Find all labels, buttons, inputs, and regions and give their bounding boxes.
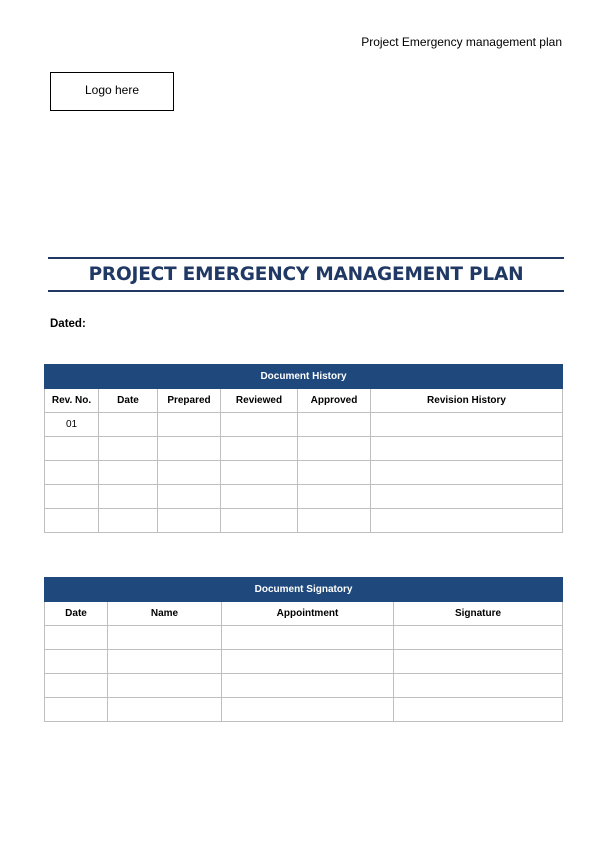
table-row (45, 461, 563, 485)
table-cell[interactable] (99, 509, 158, 533)
table-cell[interactable] (45, 626, 108, 650)
column-header-appointment: Appointment (222, 602, 394, 626)
table-row (45, 413, 563, 437)
table-cell[interactable] (394, 674, 563, 698)
column-header-reviewed: Reviewed (221, 389, 298, 413)
table-cell[interactable] (45, 509, 99, 533)
table-cell[interactable] (45, 674, 108, 698)
table-cell[interactable] (158, 485, 221, 509)
table-cell[interactable] (371, 413, 563, 437)
table-cell[interactable] (99, 485, 158, 509)
table-header-row (45, 389, 563, 413)
table-row (45, 509, 563, 533)
table-cell[interactable] (298, 485, 371, 509)
table-row (45, 674, 563, 698)
table-cell[interactable] (298, 461, 371, 485)
table-cell[interactable] (99, 461, 158, 485)
table-cell[interactable] (108, 698, 222, 722)
logo-placeholder-label: Logo here (84, 82, 140, 97)
table-cell[interactable] (108, 674, 222, 698)
table-cell[interactable] (371, 437, 563, 461)
table-row (45, 698, 563, 722)
table-cell[interactable] (394, 626, 563, 650)
table-cell[interactable] (221, 437, 298, 461)
table-row (45, 626, 563, 650)
table-header-row (45, 602, 563, 626)
table-row (45, 485, 563, 509)
table-cell[interactable]: 01 (45, 413, 99, 437)
column-header-prepared: Prepared (158, 389, 221, 413)
table-cell[interactable] (221, 413, 298, 437)
page-title: PROJECT EMERGENCY MANAGEMENT PLAN (88, 264, 524, 285)
table-cell[interactable] (371, 485, 563, 509)
title-block (48, 257, 564, 292)
table-cell[interactable] (371, 461, 563, 485)
table-cell[interactable] (158, 461, 221, 485)
table-cell[interactable] (45, 437, 99, 461)
document-history-table (44, 364, 563, 533)
document-signatory-table (44, 577, 563, 722)
document-signatory-banner: Document Signatory (45, 578, 563, 602)
table-banner-row (45, 365, 563, 389)
logo-placeholder (50, 72, 174, 111)
title-rule-bottom (48, 290, 564, 292)
table-cell[interactable] (221, 461, 298, 485)
document-history-banner: Document History (45, 365, 563, 389)
table-cell[interactable] (222, 650, 394, 674)
table-cell[interactable] (45, 461, 99, 485)
table-cell[interactable] (158, 509, 221, 533)
table-cell[interactable] (221, 485, 298, 509)
table-cell[interactable] (298, 509, 371, 533)
table-cell[interactable] (222, 626, 394, 650)
column-header-approved: Approved (298, 389, 371, 413)
dated-label: Dated: (50, 318, 86, 330)
table-cell[interactable] (298, 437, 371, 461)
column-header-date: Date (45, 602, 108, 626)
table-cell[interactable] (108, 650, 222, 674)
table-row (45, 437, 563, 461)
table-cell[interactable] (222, 674, 394, 698)
table-cell[interactable] (108, 626, 222, 650)
table-cell[interactable] (394, 698, 563, 722)
column-header-rev-no: Rev. No. (45, 389, 99, 413)
table-cell[interactable] (394, 650, 563, 674)
table-banner-row (45, 578, 563, 602)
table-cell[interactable] (45, 650, 108, 674)
table-cell[interactable] (371, 509, 563, 533)
table-cell[interactable] (222, 698, 394, 722)
table-cell[interactable] (99, 413, 158, 437)
table-cell[interactable] (45, 485, 99, 509)
column-header-revision-history: Revision History (371, 389, 563, 413)
table-row (45, 650, 563, 674)
table-cell[interactable] (221, 509, 298, 533)
header-document-label: Project Emergency management plan (361, 35, 562, 49)
table-cell[interactable] (158, 413, 221, 437)
table-cell[interactable] (158, 437, 221, 461)
table-cell[interactable] (298, 413, 371, 437)
table-cell[interactable] (99, 437, 158, 461)
column-header-name: Name (108, 602, 222, 626)
table-cell[interactable] (45, 698, 108, 722)
column-header-date: Date (99, 389, 158, 413)
column-header-signature: Signature (394, 602, 563, 626)
